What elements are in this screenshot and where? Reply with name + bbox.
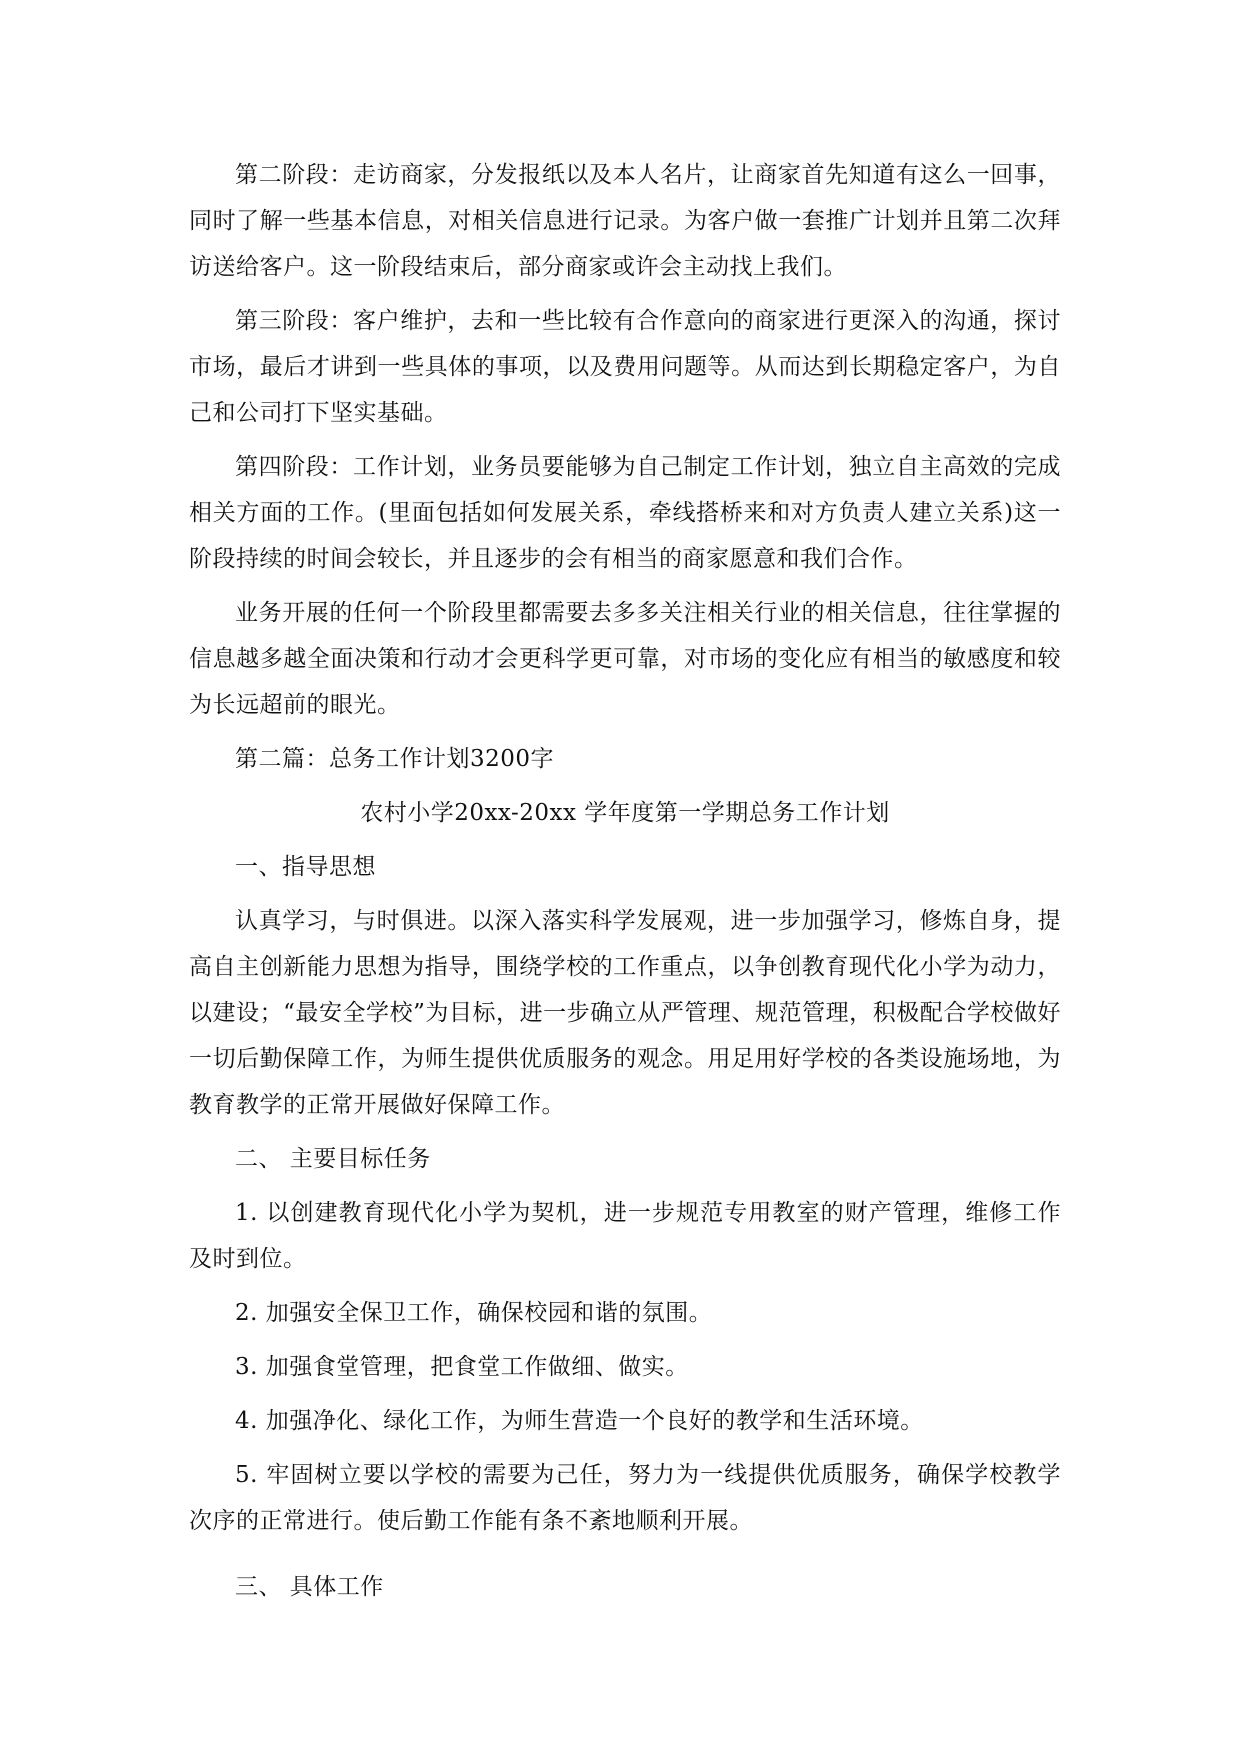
paragraph-business-summary: 业务开展的任何一个阶段里都需要去多多关注相关行业的相关信息，往往掌握的信息越多越全面决策和行动才会更科学更可靠，对市场的变化应有相当的敏感度和较为长远超前的眼光。 [189, 600, 1061, 718]
section-guiding-ideology-body: 认真学习，与时俱进。以深入落实科学发展观，进一步加强学习，修炼自身，提高自主创新能力思想为指导，围绕学校的工作重点，以争创教育现代化小学为动力，以建设；“最安全学校”为目标，进一步确立从严管理、规范管理，积极配合学校做好一切后勤保障工作，为师生提供优质服务的观念。用足用好学校的各类设施场地，为教育教学的正常开展做好保障工作。 [189, 908, 1061, 1118]
goal-item-5: 5. 牢固树立要以学校的需要为己任，努力为一线提供优质服务，确保学校教学次序的正常进行。使后勤工作能有条不紊地顺利开展。 [189, 1462, 1061, 1534]
paragraph-stage-four: 第四阶段：工作计划，业务员要能够为自己制定工作计划，独立自主高效的完成相关方面的工作。(里面包括如何发展关系，牵线搭桥来和对方负责人建立关系)这一阶段持续的时间会较长，并且逐步的会有相当的商家愿意和我们合作。 [189, 454, 1061, 572]
paragraph-stage-three: 第三阶段：客户维护，去和一些比较有合作意向的商家进行更深入的沟通，探讨市场，最后才讲到一些具体的事项，以及费用问题等。从而达到长期稳定客户，为自己和公司打下坚实基础。 [189, 308, 1061, 426]
plan-title: 农村小学20xx-20xx 学年度第一学期总务工作计划 [360, 800, 890, 826]
section-specific-work-heading: 三、 具体工作 [235, 1574, 384, 1600]
chapter-heading: 第二篇：总务工作计划3200字 [235, 746, 555, 772]
goal-item-1: 1. 以创建教育现代化小学为契机，进一步规范专用教室的财产管理，维修工作及时到位。 [189, 1200, 1061, 1272]
goal-item-4: 4. 加强净化、绿化工作，为师生营造一个良好的教学和生活环境。 [235, 1408, 924, 1434]
section-main-goals-heading: 二、 主要目标任务 [235, 1146, 431, 1172]
document-page [189, 152, 1061, 1618]
section-guiding-ideology-heading: 一、指导思想 [235, 854, 376, 880]
paragraph-stage-two: 第二阶段：走访商家，分发报纸以及本人名片，让商家首先知道有这么一回事，同时了解一些基本信息，对相关信息进行记录。为客户做一套推广计划并且第二次拜访送给客户。这一阶段结束后，部分商家或许会主动找上我们。 [189, 162, 1061, 280]
goal-item-3: 3. 加强食堂管理，把食堂工作做细、做实。 [235, 1354, 689, 1380]
goal-item-2: 2. 加强安全保卫工作，确保校园和谐的氛围。 [235, 1300, 713, 1326]
